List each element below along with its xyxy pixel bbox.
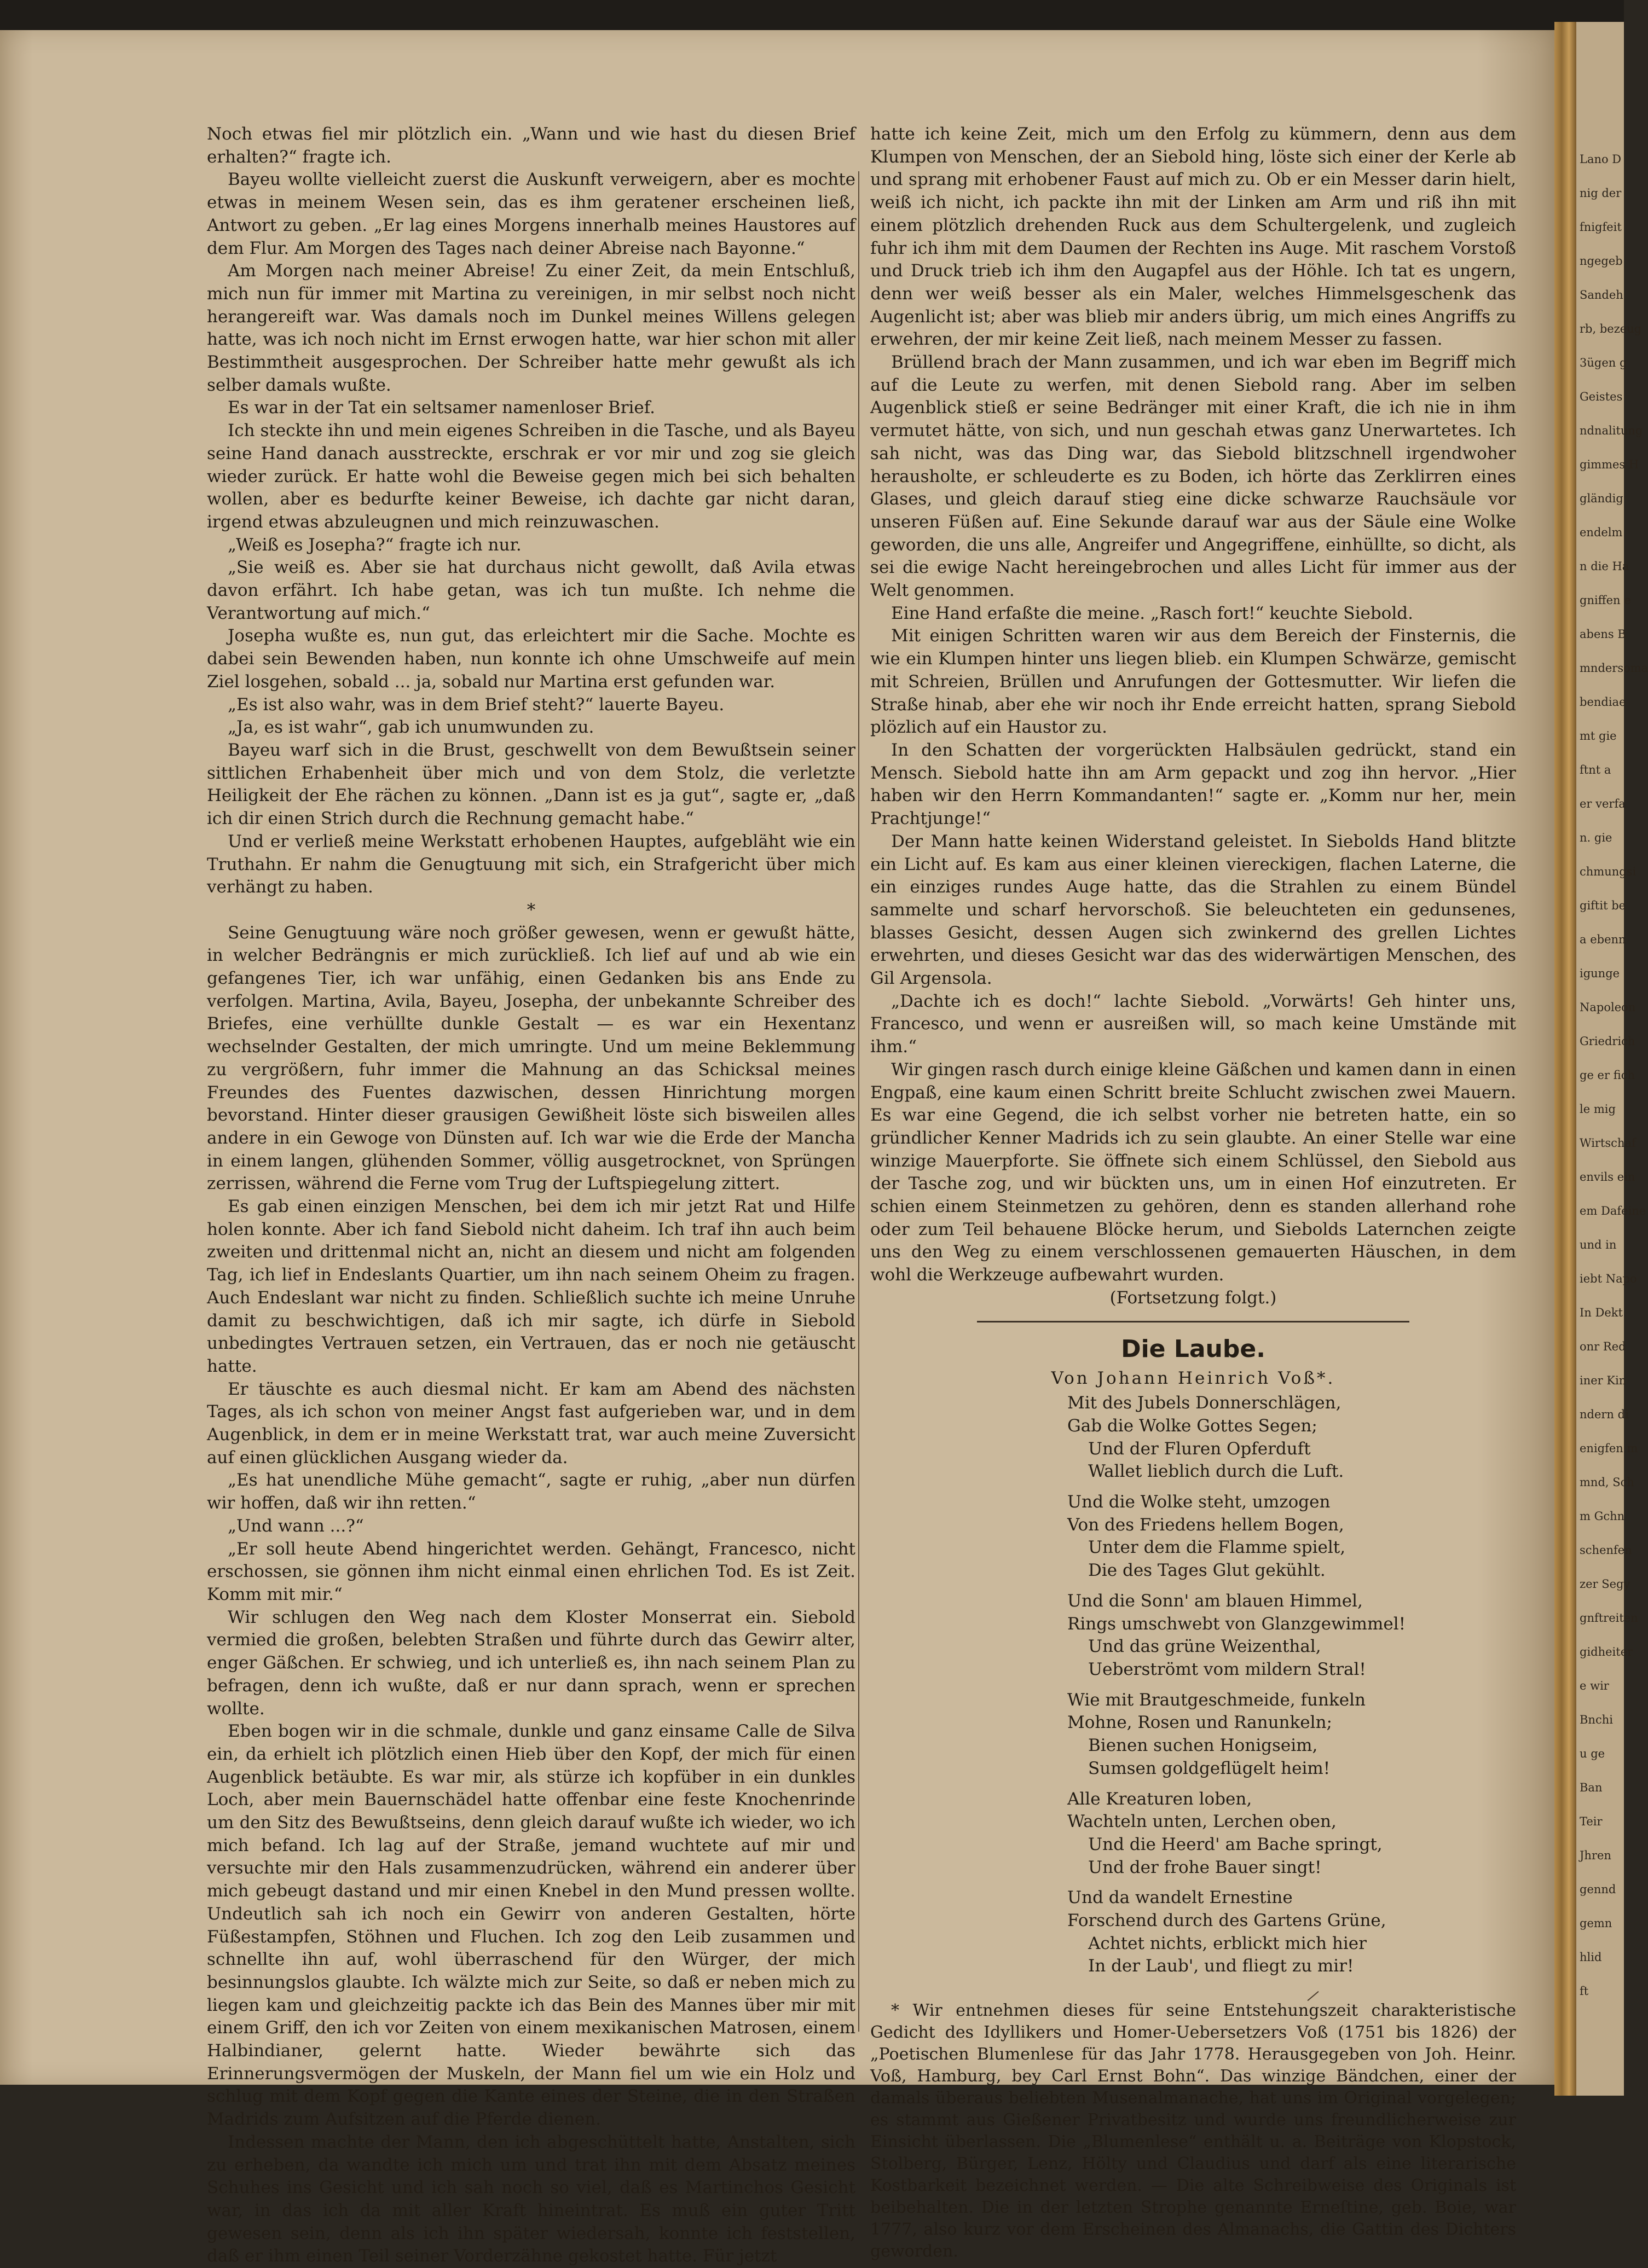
next-page-text-fragment: er verfa (1580, 797, 1626, 810)
paragraph: „Es ist also wahr, was in dem Brief steht?“ lauerte Bayeu. (228, 694, 725, 715)
poem-line: Gab die Wolke Gottes Segen; (1067, 1416, 1317, 1436)
right-column-paragraphs (870, 123, 1516, 1287)
next-page-text-fragment: endelm (1580, 526, 1623, 539)
poem-line: Und der Fluren Opferduft (1088, 1438, 1311, 1459)
poem-line: Achtet nichts, erblickt mich hier (1088, 1933, 1367, 1953)
next-page-text-fragment: e wir (1580, 1679, 1609, 1692)
poem-line: Und die Wolke steht, umzogen (1067, 1492, 1331, 1512)
paragraph: Josepha wußte es, nun gut, das erleichtert mir die Sache. Mochte es dabei sein Bewenden haben, nun konnte ich ohne Umschweife auf mein Ziel losgehen, sobald ... ja, sobald nur Martina erst gefunden war. (207, 626, 855, 692)
paragraph: „Ja, es ist wahr“, gab ich unumwunden zu. (228, 717, 594, 738)
next-page-fragment (1576, 22, 1648, 2096)
poem-line: Und die Sonn' am blauen Himmel, (1067, 1591, 1363, 1611)
continued-note: (Fortsetzung folgt.) (1109, 1287, 1277, 1308)
next-page-text-fragment: ndern di (1580, 1408, 1629, 1421)
next-page-text-fragment: bendiae (1580, 695, 1626, 709)
paragraph: Am Morgen nach meiner Abreise! Zu einer Zeit, da mein Entschluß, mich nun für immer mit Martina zu vereinigen, in mir selbst noch nicht herangereift war. Was damals noch im Dunkel meines Willens gelegen hatte, was ich noch nicht im Ernst erwogen hatte, war hier schon mit aller Bestimmtheit ausgesprochen. Der Schreiber hatte mehr gewußt als ich selber damals wußte. (207, 261, 855, 395)
paragraph: Wir gingen rasch durch einige kleine Gäßchen und kamen dann in einen Engpaß, eine kaum einen Schritt breite Schlucht zwischen zwei Mauern. Es war eine Gegend, die ich selbst vorher nie betreten hatte, ein so gründlicher Kenner Madrids ich zu sein glaubte. An einer Stelle war eine winzige Mauerpforte. Sie öffnete sich einem Schlüssel, den Siebold aus der Tasche zog, und wir bückten uns, um in einen Hof einzutreten. Er schien einem Steinmetzen zu gehören, denn es standen allerhand rohe oder zum Teil behauene Blöcke herum, und Siebolds Laternchen zeigte uns den Weg zu einem verschlossenen gemauerten Häuschen, in dem wohl die Werkzeuge aufbewahrt wurden. (870, 1059, 1516, 1285)
poem-line: Ueberströmt vom mildern Stral! (1088, 1660, 1366, 1679)
next-page-text-fragment: Griedrich (1580, 1035, 1635, 1048)
next-page-text-fragment: und in (1580, 1238, 1617, 1251)
next-page-text-fragment: Ban (1580, 1781, 1603, 1794)
next-page-text-fragment: ftnt a (1580, 763, 1611, 776)
poem-stanza (870, 1887, 1516, 1978)
paragraph: „Sie weiß es. Aber sie hat durchaus nicht gewollt, daß Avila etwas davon erfährt. Ich habe getan, was ich tun mußte. Ich nehme die Verantwortung auf mich.“ (207, 558, 855, 623)
paragraph: Bayeu wollte vielleicht zuerst die Auskunft verweigern, aber es mochte etwas in meinem Wesen sein, das es ihm geratener erscheinen ließ, Antwort zu geben. „Er lag eines Morgens innerhalb meines Haustores auf dem Flur. Am Morgen des Tages nach deiner Abreise nach Bayonne.“ (207, 170, 855, 258)
next-page-text-fragment: mndersoma (1580, 662, 1648, 675)
paragraph: Es war in der Tat ein seltsamer namenloser Brief. (228, 398, 655, 418)
next-page-text-fragment: gemn (1580, 1917, 1612, 1930)
poem-line: Mit des Jubels Donnerschlägen, (1067, 1393, 1341, 1413)
paragraph: hatte ich keine Zeit, mich um den Erfolg zu kümmern, denn aus dem Klumpen von Menschen, der an Siebold hing, löste sich einer der Kerle ab und sprang mit erhobener Faust auf mich zu. Ob er ein Messer darin hielt, weiß ich nicht, ich packte ihn mit der Linken am Arm und riß ihn mit einem plötzlich drehenden Ruck aus dem Schultergelenk, und zugleich fuhr ich ihm mit dem Daumen der Rechten ins Auge. Mit raschem Vorstoß und Druck trieb ich ihm den Augapfel aus der Höhle. Ich tat es ungern, denn wer weiß besser als ein Maler, welches Himmelsgeschenk das Augenlicht ist; aber was blieb mir anders übrig, um mich eines Angriffs zu erwehren, der mir keine Zeit ließ, nach meinem Messer zu fassen. (870, 124, 1516, 350)
next-page-text-fragment: ndnalitung (1580, 424, 1643, 437)
next-page-text-fragment: gnftreiten (1580, 1611, 1638, 1625)
paragraph: „Dachte ich es doch!“ lachte Siebold. „Vorwärts! Geh hinter uns, Francesco, und wenn er ausreißen will, so mach keine Umstände mit ihm.“ (870, 991, 1516, 1057)
right-column (870, 123, 1516, 2263)
poem-line: Wie mit Brautgeschmeide, funkeln (1067, 1690, 1366, 1710)
paragraph: Wir schlugen den Weg nach dem Kloster Monserrat ein. Siebold vermied die großen, belebten Straßen und führte durch das Gewirr alter, enger Gäßchen. Er schwieg, und ich unterließ es, ihn nach seinem Plan zu befragen, denn ich wußte, daß er nur dann sprach, wenn er sprechen wollte. (207, 1607, 855, 1719)
next-page-text-fragment: igunge (1580, 967, 1620, 980)
poem-line: Alle Kreaturen loben, (1067, 1789, 1252, 1809)
next-page-text-fragment: Jhren (1580, 1849, 1611, 1862)
paragraph: Mit einigen Schritten waren wir aus dem Bereich der Finsternis, die wie ein Klumpen hinter uns liegen blieb. ein Klumpen Schwärze, gemischt mit Schreien, Brüllen und Anrufungen der Gottesmutter. Wir liefen die Straße hinab, aber ehe wir noch ihr Ende erreicht hatten, sprang Siebold plözlich auf ein Haustor zu. (870, 626, 1516, 738)
next-page-text-fragment: Wirtschaf (1580, 1136, 1636, 1150)
next-page-text-fragment: gidheiter (1580, 1645, 1633, 1658)
next-page-text-fragment: n. gie (1580, 831, 1612, 844)
footnote: * Wir entnehmen dieses für seine Entstehungszeit charakteristische Gedicht des Idyllikers und Homer-Uebersetzers Voß (1751 bis 1826) der „Poetischen Blumenlese für das Jahr 1778. Herausgegeben von Joh. Heinr. Voß, Hamburg, bey Carl Ernst Bohn“. Das winzige Bändchen, einer der damals überaus beliebten Musenalmanache, hat uns im Original vorgelegen; es stammt aus Gießener Privatbesitz und wurde uns freundlicherweise zur Einsicht überlassen. Die „Blumenlese“ enthält u. a. Beiträge von Klopstock, Stolberg, Bürger, Lenz, Hölty und Claudius und darf als eine literarische Kostbarkeit bezeichnet werden. — Die alte Schreibweise des Originals ist beibehalten. Die in der letzten Strophe genannte Erneſtine, geb. Boie, war 1777, also kurz vor dem Erscheinen des Almanachs, die Gattin des Dichters geworden. (870, 2001, 1516, 2261)
next-page-text-fragment: Geistes (1580, 390, 1623, 403)
paragraph: „Er soll heute Abend hingerichtet werden. Gehängt, Francesco, nicht erschossen, sie gönnen ihm nicht einmal einen ehrlichen Tod. Es ist Zeit. Komm mit mir.“ (207, 1539, 855, 1604)
poem-line: Bienen suchen Honigseim, (1088, 1736, 1318, 1756)
next-page-text-fragment: n die Ha (1580, 560, 1629, 573)
poem-line: Wachteln unten, Lerchen oben, (1067, 1812, 1337, 1832)
next-page-text-fragment: mt gie (1580, 729, 1617, 743)
next-page-text-fragment: In Dekt (1580, 1306, 1623, 1319)
left-column (207, 123, 855, 2268)
poem-line: Die des Tages Glut gekühlt. (1088, 1561, 1326, 1581)
paragraph: „Und wann ...?“ (228, 1516, 364, 1536)
poem-body (870, 1392, 1516, 1978)
next-page-text-fragment: 3ügen g (1580, 356, 1627, 369)
paragraph: Eine Hand erfaßte die meine. „Rasch fort!“ keuchte Siebold. (891, 603, 1413, 623)
section-rule (977, 1321, 1409, 1322)
next-page-text-fragment: u ge (1580, 1747, 1605, 1760)
paragraph: Es gab einen einzigen Menschen, bei dem ich mir jetzt Rat und Hilfe holen konnte. Aber ich fand Siebold nicht daheim. Ich traf ihn auch beim zweiten und drittenmal nicht an, nicht an diesem und nicht am folgenden Tag, ich lief in Endeslants Quartier, um ihn nach seinem Oheim zu fragen. Auch Endeslant war nicht zu finden. Schließlich suchte ich meine Unruhe damit zu beschwichtigen, daß ich mir sagte, ich dürfe in Siebold unbedingtes Vertrauen setzen, ein Vertrauen, das er noch nie getäuscht hatte. (207, 1197, 855, 1376)
next-page-text-fragment: schenfen (1580, 1544, 1632, 1557)
poem-stanza (870, 1491, 1516, 1582)
paragraph: Ich steckte ihn und mein eigenes Schreiben in die Tasche, und als Bayeu seine Hand danach ausstreckte, erschrak er vor mir und zog sie gleich wieder zurück. Er hatte wohl die Beweise gegen mich bei sich behalten wollen, aber es bedurfte keiner Beweise, ich dachte gar nicht daran, irgend etwas abzuleugnen und mich reinzuwaschen. (207, 421, 855, 532)
paragraph: Er täuschte es auch diesmal nicht. Er kam am Abend des nächsten Tages, als ich schon von meiner Angst fast aufgerieben war, und in dem Augenblick, in dem er in meine Werkstatt trat, war auch meine Zuversicht auf einen glücklichen Ausgang wieder da. (207, 1379, 855, 1467)
poem-line: Und da wandelt Ernestine (1067, 1888, 1293, 1908)
next-page-text-fragment: abens B (1580, 628, 1626, 641)
newspaper-page (0, 30, 1554, 2266)
next-page-text-fragment: Sandeh (1580, 288, 1623, 301)
paragraph: Brüllend brach der Mann zusammen, und ich war eben im Begriff mich auf die Leute zu werfen, mit denen Siebold rang. Aber im selben Augenblick stieß er seine Bedränger mit einer Kraft, die ich nie in ihm vermutet hätte, von sich, und nun geschah etwas ganz Unerwartetes. Ich sah nicht, was das Ding war, das Siebold blitzschnell irgendwoher herausholte, er schleuderte es zu Boden, ich hörte das Zerklirren eines Glases, und gleich darauf stieg eine dicke schwarze Rauchsäule vor unseren Füßen auf. Eine Sekunde darauf war aus der Säule eine Wolke geworden, die uns alle, Angreifer und Angegriffene, einhüllte, so dicht, als sei die ewige Nacht hereingebrochen und alles Licht für immer aus der Welt genommen. (870, 352, 1516, 601)
next-page-text-fragment: envils ein (1580, 1170, 1635, 1184)
poem-stanza (870, 1788, 1516, 1880)
next-page-text-fragment: gniffen e (1580, 594, 1631, 607)
next-page-text-fragment: ge er fich (1580, 1069, 1635, 1082)
next-page-text-fragment: rb, bezeug (1580, 322, 1642, 335)
next-page-text-fragment: m Gchn (1580, 1510, 1625, 1523)
next-page-text-fragment: ft (1580, 1985, 1589, 1998)
section-separator: * (527, 900, 536, 920)
paragraph: Bayeu warf sich in die Brust, geschwellt von dem Bewußtsein seiner sittlichen Erhabenheit über mich und von dem Stolz, die verletzte Heiligkeit der Ehe rächen zu können. „Dann ist es ja gut“, sagte er, „daß ich dir einen Strich durch die Rechnung gemacht habe.“ (207, 740, 855, 829)
paragraph: Seine Genugtuung wäre noch größer gewesen, wenn er gewußt hätte, in welcher Bedrängnis er mich zurückließ. Ich lief auf und ab wie ein gefangenes Tier, ich war unfähig, einen Gedanken bis ans Ende zu verfolgen. Martina, Avila, Bayeu, Josepha, der unbekannte Schreiber des Briefes, eine verhüllte dunkle Gestalt — es war ein Hexentanz wechselnder Gestalten, der mich umringte. Und um meine Beklemmung zu vergrößern, fuhr immer die Mahnung an das Schicksal meines Freundes des Fuentes dazwischen, dessen Hinrichtung morgen bevorstand. Hinter dieser grausigen Gewißheit löste sich bisweilen alles andere in ein Gewoge von Dünsten auf. Ich war wie die Erde der Mancha in einem langen, glühenden Sommer, völlig ausgetrocknet, von Sprüngen zerrissen, während die Ferne vom Trug der Luftspiegelung zittert. (207, 923, 855, 1194)
next-page-text-fragment: Bnchi (1580, 1713, 1613, 1726)
next-page-text-fragment: iner Kin (1580, 1374, 1627, 1387)
next-page-text-fragment: giftit be (1580, 899, 1626, 912)
paragraph: Indessen machte der Mann, den ich abgeschüttelt hatte, Anstalten, sich zu erheben, da wandte ich mich um und trat ihn mit dem Absatz meines Schuhes ins Gesicht und ich sah noch so viel, daß es Martinchos Gesicht war, in das ich da mit aller Kraft hineintrat. Es muß ein guter Tritt gewesen sein, denn als ich ihn später wiedersah, konnte ich feststellen, daß er ihm einen Teil seiner Vorderzähne gekostet hatte. Für jetzt (207, 2132, 855, 2266)
poem-line: Mohne, Rosen und Ranunkeln; (1067, 1713, 1332, 1733)
next-page-text-fragment: ngegeb (1580, 254, 1623, 268)
paragraph: „Es hat unendliche Mühe gemacht“, sagte er ruhig, „aber nun dürfen wir hoffen, daß wir ihn retten.“ (207, 1470, 855, 1513)
poem-line: Und das grüne Weizenthal, (1088, 1637, 1321, 1657)
next-page-text-fragment: Napoleon (1580, 1001, 1636, 1014)
poem-line: Unter dem die Flamme spielt, (1088, 1538, 1346, 1558)
next-page-text-fragment: iebt Napo (1580, 1272, 1637, 1285)
next-page-text-fragment: enigfen m (1580, 1442, 1638, 1455)
column-divider (858, 171, 859, 2032)
paragraph: Der Mann hatte keinen Widerstand geleistet. In Siebolds Hand blitzte ein Licht auf. Es kam aus einer kleinen viereckigen, flachen Laterne, die ein einziges rundes Auge hatte, das die Strahlen zu einem Bündel sammelte und scharf hervorschoß. Sie beleuchteten ein gedunsenes, blasses Gesicht, dessen Augen sich zwinkernd des grellen Lichtes erwehrten, und dieses Gesicht war das des widerwärtigen Menschen, des Gil Argensola. (870, 831, 1516, 989)
poem-line: In der Laub', und fliegt zu mir! (1088, 1956, 1354, 1976)
poem-title: Die Laube. (1121, 1335, 1265, 1363)
poem-stanza (870, 1392, 1516, 1483)
poem-line: Rings umschwebt von Glanzgewimmel! (1067, 1614, 1406, 1634)
next-page-text-fragment: nig der (1580, 187, 1622, 200)
poem-line: Forschend durch des Gartens Grüne, (1067, 1911, 1386, 1931)
poem-line: Sumsen goldgeflügelt heim! (1088, 1758, 1331, 1778)
next-page-text-fragment: Teir (1580, 1815, 1603, 1828)
next-page-text-fragment: mnd, Sch (1580, 1476, 1634, 1489)
page-edge-strip (1554, 22, 1576, 2096)
poem-stanza (870, 1689, 1516, 1780)
poem-line: Wallet lieblich durch die Luft. (1088, 1461, 1344, 1482)
poem-byline: Von Johann Heinrich Voß*. (1051, 1368, 1335, 1388)
paragraph: Eben bogen wir in die schmale, dunkle und ganz einsame Calle de Silva ein, da erhielt ich plötzlich einen Hieb über den Kopf, der mich für einen Augenblick betäubte. Es war mir, als stürze ich kopfüber in ein dunkles Loch, aber mein Bauernschädel hatte offenbar eine feste Knochenrinde um den Sitz des Bewußtseins, denn gleich darauf wußte ich wieder, wo ich mich befand. Ich lag auf der Straße, jemand wuchtete auf mir und versuchte mir den Hals zusammenzudrücken, während ein anderer über mich gebeugt dastand und mir einen Knebel in den Mund pressen wollte. Undeutlich sah ich noch ein Gewirr von anderen Gestalten, hörte Füßestampfen, Stöhnen und Fluchen. Ich zog den Leib zusammen und schnellte ihn auf, wohl überraschend für den Würger, der mich besinnungslos glaubte. Ich wälzte mich zur Seite, so daß er neben mich zu liegen kam und gleichzeitig packte ich das Bein des Mannes über mir mit einem Griff, den ich vor Zeiten von einem mexikanischen Matrosen, einem Halbindianer, gelernt hatte. Wieder bewährte sich das Erinnerungsvermögen der Muskeln, der Mann fiel um wie ein Holz und schlug mit dem Kopf gegen die Kante eines der Steine, die in den Straßen Madrids zum Aufsitzen auf die Pferde dienen. (207, 1721, 855, 2130)
poem-stanza (870, 1590, 1516, 1681)
next-page-text-fragment: em Dafeine (1580, 1204, 1646, 1217)
paragraph: In den Schatten der vorgerückten Halbsäulen gedrückt, stand ein Mensch. Siebold hatte ihn am Arm gepackt und zog ihn hervor. „Hier haben wir den Herrn Kommandanten!“ sagte er. „Komm nur her, mein Prachtjunge!“ (870, 740, 1516, 829)
next-page-text-fragment: gländig (1580, 492, 1623, 505)
next-page-text-fragment: fnigfeit (1580, 221, 1622, 234)
paragraph: „Weiß es Josepha?“ fragte ich nur. (228, 535, 522, 555)
next-page-text-fragment: Lano D (1580, 153, 1622, 166)
next-page-text-fragment: gimmes H (1580, 458, 1639, 471)
poem-line: Von des Friedens hellem Bogen, (1067, 1515, 1344, 1535)
paragraph: Und er verließ meine Werkstatt erhobenen Hauptes, aufgebläht wie ein Truthahn. Er nahm die Genugtuung mit sich, ein Strafgericht über mich verhängt zu haben. (207, 831, 855, 897)
next-page-text-fragment: chmungsi (1580, 865, 1637, 878)
next-page-text-fragment: zer Segy (1580, 1577, 1630, 1591)
next-page-text-fragment: onr Red (1580, 1340, 1626, 1353)
next-page-text-fragment: hlid (1580, 1951, 1602, 1964)
poem-line: Und der frohe Bauer singt! (1088, 1857, 1322, 1877)
next-page-text-fragment: le mig (1580, 1103, 1616, 1116)
next-page-text-fragment: gennd (1580, 1883, 1616, 1896)
next-page-text-fragment: a ebenn (1580, 933, 1626, 946)
poem-line: Und die Heerd' am Bache springt, (1088, 1834, 1383, 1854)
paragraph: Noch etwas fiel mir plötzlich ein. „Wann und wie hast du diesen Brief erhalten?“ fragte ich. (207, 124, 855, 167)
